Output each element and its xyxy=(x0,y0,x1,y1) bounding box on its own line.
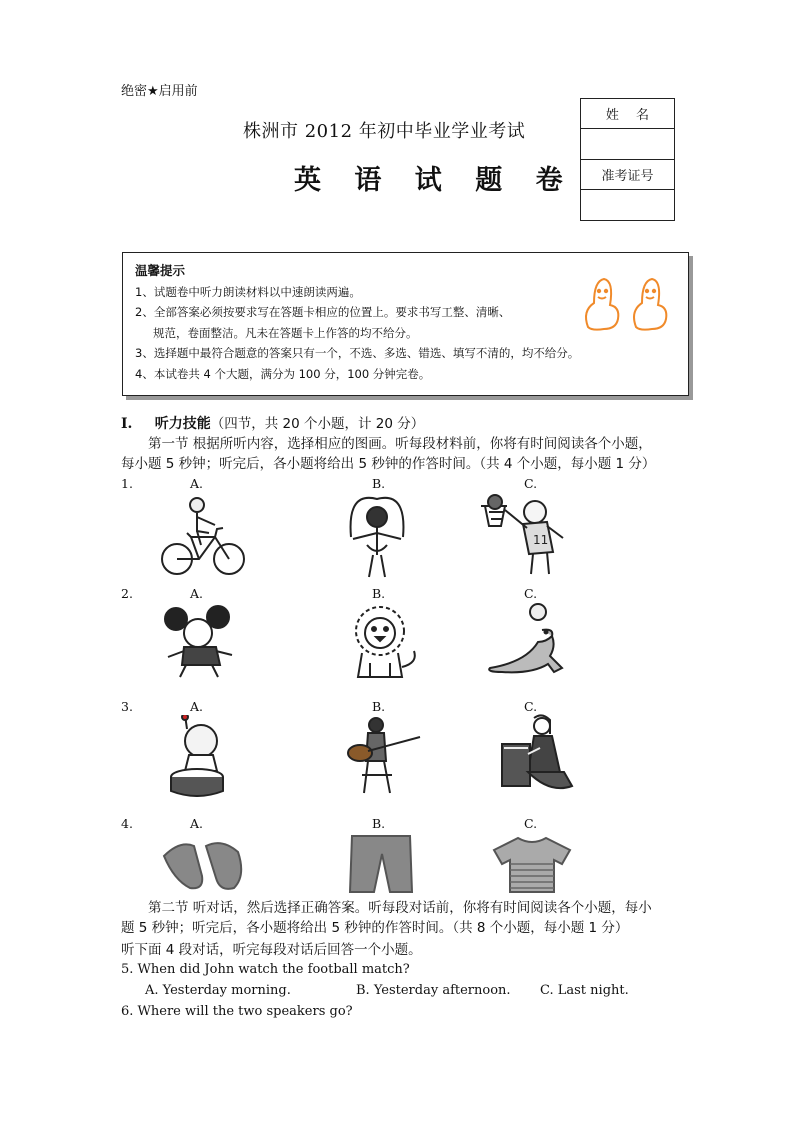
question-number: 2. xyxy=(121,586,133,601)
option-a-label: A. xyxy=(190,816,204,831)
option-a-label: A. xyxy=(190,699,204,714)
question-5-text: 5. When did John watch the football match? xyxy=(121,962,410,977)
candidate-info-box xyxy=(580,98,675,221)
shoes-picture xyxy=(160,836,245,894)
option-b-label: B. xyxy=(372,586,386,601)
question-5-option-a: A. Yesterday morning. xyxy=(145,983,291,998)
question-number: 3. xyxy=(121,699,133,714)
part1-instruction-line1: 第一节 根据所听内容，选择相应的图画。听每段材料前，你将有时间阅读各个小题， xyxy=(148,436,652,452)
name-field[interactable] xyxy=(581,129,675,160)
tip-item: 2、全部答案必须按要求写在答题卡相应的位置上。要求书写工整、清晰、 xyxy=(135,305,511,319)
part2-instruction-line3: 听下面 4 段对话，听完每段对话后回答一个小题。 xyxy=(121,942,422,958)
t-shirt-picture xyxy=(492,834,572,896)
tips-title: 温馨提示 xyxy=(135,263,186,278)
part1-instruction-line2: 每小题 5 秒钟；听完后，各小题将给出 5 秒钟的作答时间。（共 4 个小题，每小题 1 分） xyxy=(121,456,656,472)
boy-playing-basketball-picture xyxy=(477,492,577,582)
man-playing-guitar-picture xyxy=(342,715,424,797)
boy-on-bicycle-picture xyxy=(157,495,247,580)
question-5-option-b: B. Yesterday afternoon. xyxy=(356,983,511,998)
section-note: （四节，共 20 个小题，计 20 分） xyxy=(210,416,425,432)
exam-subtitle: 株洲市 2012 年初中毕业学业考试 xyxy=(243,121,526,142)
option-b-label: B. xyxy=(372,816,386,831)
tips-content xyxy=(135,261,579,384)
option-c-label: C. xyxy=(524,816,538,831)
trousers-picture xyxy=(346,832,416,896)
option-a-label: A. xyxy=(190,586,204,601)
name-label: 姓 名 xyxy=(581,99,675,129)
question-number: 1. xyxy=(121,476,133,491)
option-c-label: C. xyxy=(524,476,538,491)
id-field[interactable] xyxy=(581,190,675,221)
confidential-mark: 绝密★启用前 xyxy=(121,84,198,99)
tips-box xyxy=(122,252,689,396)
option-c-label: C. xyxy=(524,586,538,601)
id-label: 准考证号 xyxy=(581,160,675,190)
section-heading xyxy=(121,412,424,433)
question-6-text: 6. Where will the two speakers go? xyxy=(121,1004,353,1019)
girl-skipping-rope-picture xyxy=(337,495,417,580)
part2-instruction-line1: 第二节 听对话，然后选择正确答案。听每段对话前，你将有时间阅读各个小题，每小 xyxy=(148,900,652,916)
exam-title: 英 语 试 题 卷 xyxy=(294,165,575,196)
option-b-label: B. xyxy=(372,699,386,714)
tip-item: 4、本试卷共 4 个大题，满分为 100 分，100 分钟完卷。 xyxy=(135,366,431,381)
seal-with-ball-picture xyxy=(482,602,572,682)
svg-text:11: 11 xyxy=(533,533,549,547)
boy-playing-drum-picture xyxy=(163,715,238,797)
tip-item: 3、选择题中最符合题意的答案只有一个，不选、多选、错选、填写不清的，均不给分。 xyxy=(135,346,580,360)
question-5-option-c: C. Last night. xyxy=(540,983,629,998)
option-c-label: C. xyxy=(524,699,538,714)
option-b-label: B. xyxy=(372,476,386,491)
tip-item-continued: 规范，卷面整洁。凡未在答题卡上作答的均不给分。 xyxy=(153,325,418,340)
section-title: 听力技能 xyxy=(154,416,211,432)
lion-picture xyxy=(340,603,425,681)
mickey-mouse-picture xyxy=(160,605,240,680)
part2-instruction-line2: 题 5 秒钟；听完后，各小题将给出 5 秒钟的作答时间。（共 8 个小题，每小题 1 分） xyxy=(121,920,629,936)
tip-item: 1、试题卷中听力朗读材料以中速朗读两遍。 xyxy=(135,284,361,299)
option-a-label: A. xyxy=(190,476,204,491)
question-number: 4. xyxy=(121,816,133,831)
thumbs-up-icon xyxy=(580,267,680,339)
section-number: I. xyxy=(121,416,133,432)
woman-playing-piano-picture xyxy=(500,714,575,794)
